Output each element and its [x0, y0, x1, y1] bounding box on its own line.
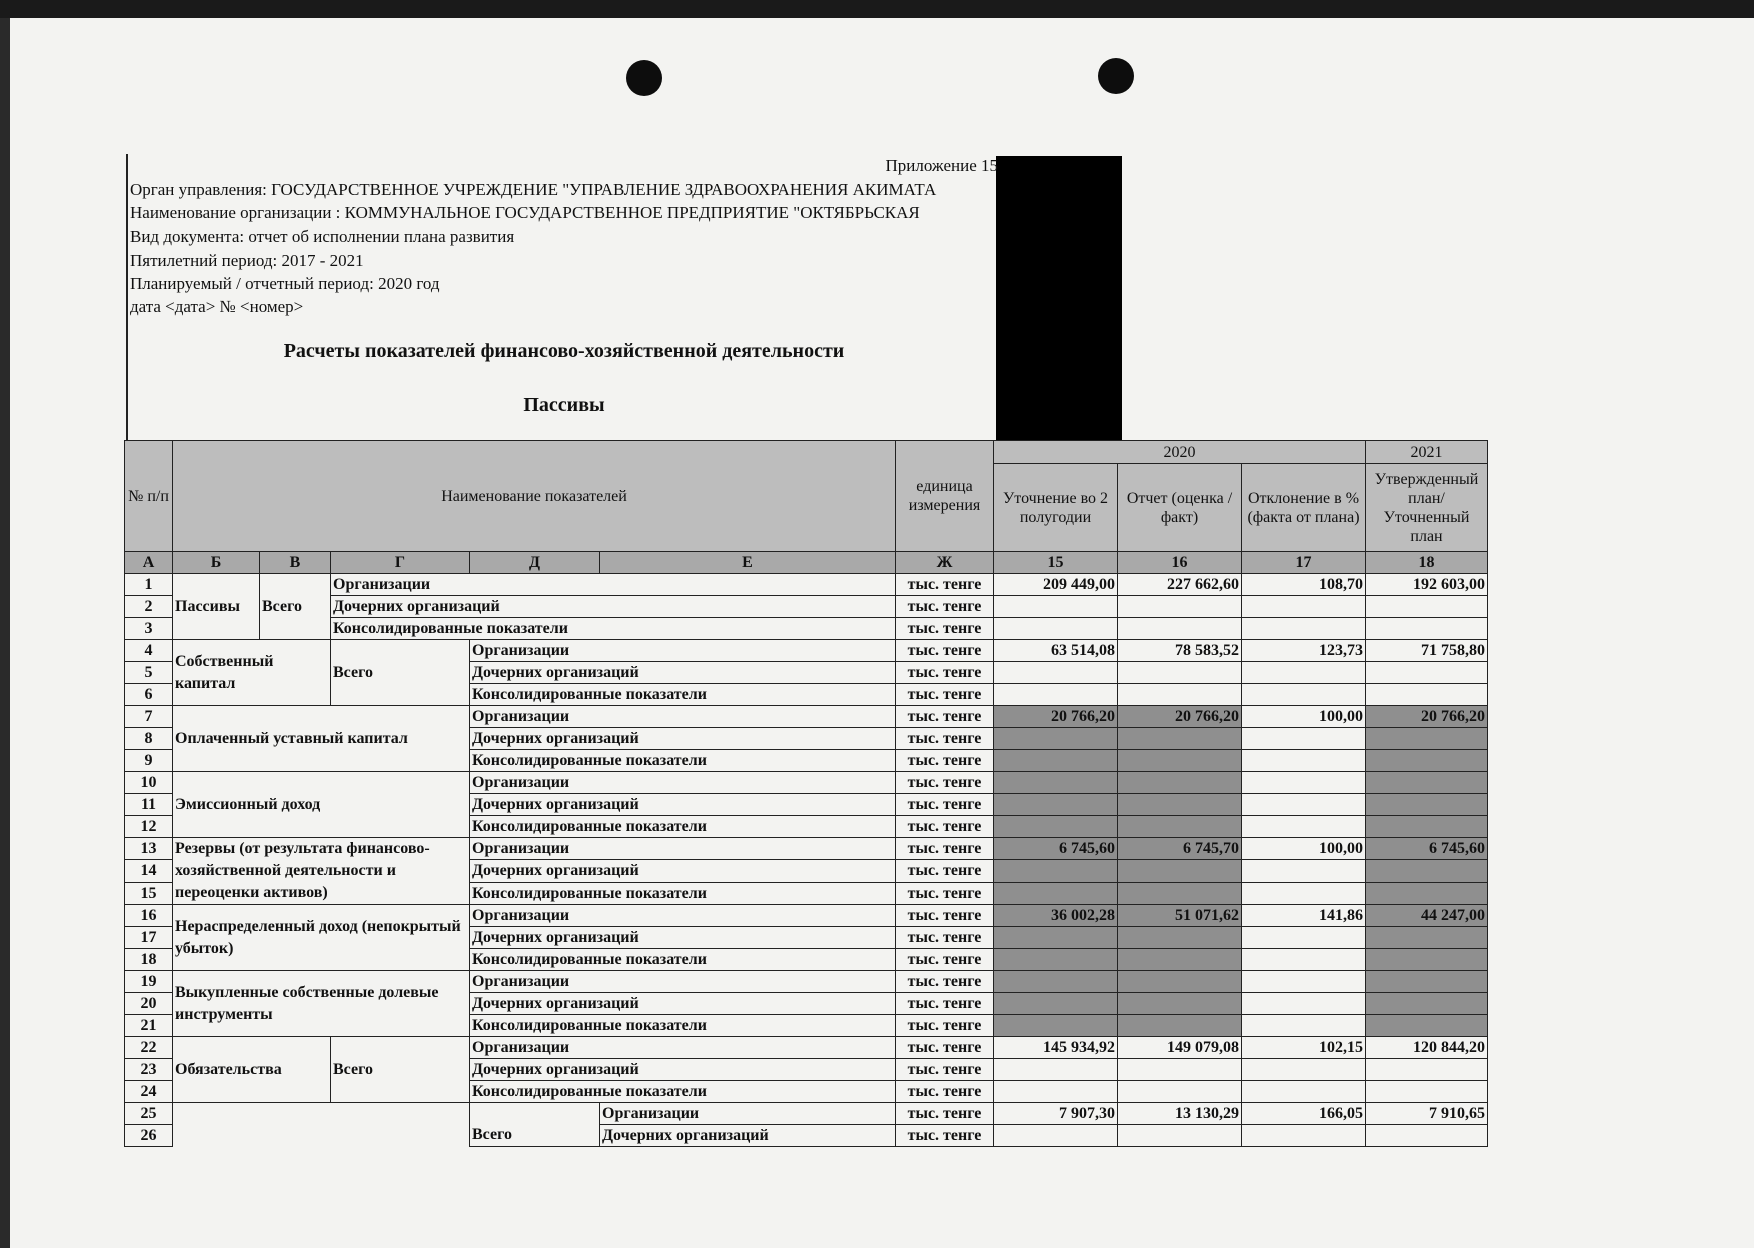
value-col16: 6 745,70: [1118, 838, 1242, 860]
value-col16: 13 130,29: [1118, 1103, 1242, 1125]
value-col16: [1118, 971, 1242, 993]
header-col-18: Утвержденный план/Уточненный план: [1366, 464, 1488, 552]
indicator-name: Консолидированные показатели: [470, 750, 896, 772]
unit-cell: тыс. тенге: [896, 1125, 994, 1147]
indicator-name: Консолидированные показатели: [470, 816, 896, 838]
unit-cell: тыс. тенге: [896, 706, 994, 728]
value-col18: [1366, 1125, 1488, 1147]
value-col16: [1118, 993, 1242, 1015]
value-col17: [1242, 949, 1366, 971]
document-header: [126, 154, 1000, 440]
unit-cell: тыс. тенге: [896, 728, 994, 750]
value-col15: [994, 882, 1118, 904]
indicator-name: Дочерних организаций: [470, 794, 896, 816]
value-col18: [1366, 750, 1488, 772]
value-col15: [994, 1059, 1118, 1081]
value-col16: [1118, 1059, 1242, 1081]
value-col15: [994, 971, 1118, 993]
letter-16: 16: [1118, 552, 1242, 574]
unit-cell: тыс. тенге: [896, 1015, 994, 1037]
indicator-name: Консолидированные показатели: [470, 684, 896, 706]
row-number: 19: [125, 971, 173, 993]
value-col15: 36 002,28: [994, 905, 1118, 927]
indicator-name: Консолидированные показатели: [470, 1015, 896, 1037]
value-col15: 20 766,20: [994, 706, 1118, 728]
header-col-15: Уточнение во 2 полугодии: [994, 464, 1118, 552]
value-col18: 71 758,80: [1366, 640, 1488, 662]
value-col15: [994, 816, 1118, 838]
table-row: [125, 905, 1488, 927]
value-col17: [1242, 860, 1366, 882]
scanner-top-edge: [0, 0, 1754, 18]
row-number: 4: [125, 640, 173, 662]
value-col15: 6 745,60: [994, 838, 1118, 860]
value-col18: [1366, 772, 1488, 794]
row-number: 20: [125, 993, 173, 1015]
value-col17: [1242, 618, 1366, 640]
row-number: 15: [125, 882, 173, 904]
value-col16: [1118, 662, 1242, 684]
row-number: 24: [125, 1081, 173, 1103]
letter-v: В: [260, 552, 331, 574]
value-col17: [1242, 1015, 1366, 1037]
value-col17: [1242, 750, 1366, 772]
indicator-name: Консолидированные показатели: [470, 1081, 896, 1103]
indicator-name: Дочерних организаций: [331, 596, 896, 618]
value-col15: [994, 618, 1118, 640]
indicator-name: Организации: [470, 640, 896, 662]
indicator-name: Организации: [331, 574, 896, 596]
row-number: 1: [125, 574, 173, 596]
unit-cell: тыс. тенге: [896, 905, 994, 927]
header-line-reporting: Планируемый / отчетный период: 2020 год: [130, 274, 440, 293]
value-col18: 6 745,60: [1366, 838, 1488, 860]
appendix-label: Приложение 15: [885, 156, 998, 175]
row-number: 8: [125, 728, 173, 750]
value-col15: [994, 772, 1118, 794]
header-year-2021: 2021: [1366, 441, 1488, 464]
value-col16: 20 766,20: [1118, 706, 1242, 728]
row-number: 25: [125, 1103, 173, 1125]
header-num: № п/п: [125, 441, 173, 552]
header-indicator-name: Наименование показателей: [173, 441, 896, 552]
group-sublabel: Всего: [260, 574, 331, 640]
row-number: 7: [125, 706, 173, 728]
unit-cell: тыс. тенге: [896, 971, 994, 993]
value-col17: 102,15: [1242, 1037, 1366, 1059]
value-col15: [994, 728, 1118, 750]
value-col15: [994, 949, 1118, 971]
indicator-name: Организации: [470, 772, 896, 794]
unit-cell: тыс. тенге: [896, 927, 994, 949]
indicator-name: Дочерних организаций: [470, 860, 896, 882]
value-col18: [1366, 618, 1488, 640]
indicator-name: Дочерних организаций: [600, 1125, 896, 1147]
value-col15: [994, 1125, 1118, 1147]
value-col17: 123,73: [1242, 640, 1366, 662]
unit-cell: тыс. тенге: [896, 993, 994, 1015]
row-number: 9: [125, 750, 173, 772]
value-col15: 7 907,30: [994, 1103, 1118, 1125]
indicator-name: Дочерних организаций: [470, 927, 896, 949]
value-col17: [1242, 1059, 1366, 1081]
letter-d: Д: [470, 552, 600, 574]
group-label: Эмиссионный доход: [173, 772, 470, 838]
unit-cell: тыс. тенге: [896, 618, 994, 640]
row-number: 23: [125, 1059, 173, 1081]
value-col16: [1118, 684, 1242, 706]
unit-cell: тыс. тенге: [896, 949, 994, 971]
group-label-empty: [173, 1103, 470, 1147]
value-col18: [1366, 1059, 1488, 1081]
table-row: [125, 772, 1488, 794]
row-number: 18: [125, 949, 173, 971]
value-col15: 63 514,08: [994, 640, 1118, 662]
row-number: 5: [125, 662, 173, 684]
group-sublabel: Всего: [331, 640, 470, 706]
letter-e: Е: [600, 552, 896, 574]
value-col16: 51 071,62: [1118, 905, 1242, 927]
indicator-name: Дочерних организаций: [470, 1059, 896, 1081]
header-unit: единица измерения: [896, 441, 994, 552]
group-label: Оплаченный уставный капитал: [173, 706, 470, 772]
value-col16: [1118, 1081, 1242, 1103]
unit-cell: тыс. тенге: [896, 1037, 994, 1059]
indicator-name: Организации: [470, 971, 896, 993]
header-col-17: Отклонение в % (факта от плана): [1242, 464, 1366, 552]
value-col15: [994, 1015, 1118, 1037]
indicator-name: Дочерних организаций: [470, 728, 896, 750]
unit-cell: тыс. тенге: [896, 684, 994, 706]
value-col18: [1366, 1081, 1488, 1103]
value-col15: [994, 596, 1118, 618]
unit-cell: тыс. тенге: [896, 1059, 994, 1081]
value-col18: [1366, 816, 1488, 838]
value-col15: [994, 993, 1118, 1015]
indicator-name: Организации: [470, 838, 896, 860]
row-number: 12: [125, 816, 173, 838]
value-col15: 209 449,00: [994, 574, 1118, 596]
letter-15: 15: [994, 552, 1118, 574]
value-col16: [1118, 618, 1242, 640]
unit-cell: тыс. тенге: [896, 860, 994, 882]
header-year-2020: 2020: [994, 441, 1366, 464]
value-col18: [1366, 728, 1488, 750]
value-col17: [1242, 927, 1366, 949]
header-line-authority: Орган управления: ГОСУДАРСТВЕННОЕ УЧРЕЖДЕНИЕ "УПРАВЛЕНИЕ ЗДРАВООХРАНЕНИЯ АКИМАТА: [130, 180, 937, 199]
row-number: 11: [125, 794, 173, 816]
letter-18: 18: [1366, 552, 1488, 574]
value-col18: [1366, 971, 1488, 993]
group-label: Резервы (от результата финансово-хозяйственной деятельности и переоценки активов): [173, 838, 470, 905]
value-col16: [1118, 728, 1242, 750]
unit-cell: тыс. тенге: [896, 794, 994, 816]
value-col17: [1242, 772, 1366, 794]
indicator-name: Организации: [600, 1103, 896, 1125]
header-col-16: Отчет (оценка / факт): [1118, 464, 1242, 552]
value-col17: [1242, 1081, 1366, 1103]
value-col17: [1242, 596, 1366, 618]
value-col15: 145 934,92: [994, 1037, 1118, 1059]
table-row: [125, 971, 1488, 993]
indicator-name: Консолидированные показатели: [470, 882, 896, 904]
table-row: [125, 1103, 1488, 1125]
row-number: 10: [125, 772, 173, 794]
group-sublabel: Всего: [470, 1103, 600, 1147]
value-col15: [994, 1081, 1118, 1103]
row-number: 6: [125, 684, 173, 706]
row-number: 14: [125, 860, 173, 882]
letter-a: А: [125, 552, 173, 574]
row-number: 26: [125, 1125, 173, 1147]
value-col16: [1118, 772, 1242, 794]
value-col18: [1366, 794, 1488, 816]
value-col17: [1242, 662, 1366, 684]
unit-cell: тыс. тенге: [896, 772, 994, 794]
value-col18: [1366, 596, 1488, 618]
value-col15: [994, 662, 1118, 684]
value-col15: [994, 927, 1118, 949]
row-number: 21: [125, 1015, 173, 1037]
value-col18: [1366, 860, 1488, 882]
value-col15: [994, 750, 1118, 772]
letter-g: Г: [331, 552, 470, 574]
row-number: 13: [125, 838, 173, 860]
value-col18: [1366, 993, 1488, 1015]
value-col17: [1242, 993, 1366, 1015]
header-line-date: дата <дата> № <номер>: [130, 297, 304, 316]
value-col17: 100,00: [1242, 706, 1366, 728]
value-col18: 20 766,20: [1366, 706, 1488, 728]
value-col18: [1366, 662, 1488, 684]
indicator-name: Консолидированные показатели: [470, 949, 896, 971]
unit-cell: тыс. тенге: [896, 816, 994, 838]
value-col15: [994, 860, 1118, 882]
indicator-name: Организации: [470, 905, 896, 927]
unit-cell: тыс. тенге: [896, 882, 994, 904]
table-row: [125, 1037, 1488, 1059]
value-col18: [1366, 882, 1488, 904]
value-col15: [994, 794, 1118, 816]
value-col16: [1118, 927, 1242, 949]
group-label: Собственный капитал: [173, 640, 331, 706]
value-col17: 100,00: [1242, 838, 1366, 860]
letter-17: 17: [1242, 552, 1366, 574]
row-number: 17: [125, 927, 173, 949]
value-col17: [1242, 684, 1366, 706]
value-col17: 108,70: [1242, 574, 1366, 596]
unit-cell: тыс. тенге: [896, 574, 994, 596]
value-col18: 192 603,00: [1366, 574, 1488, 596]
punch-hole-left: [626, 60, 662, 96]
letter-zh: Ж: [896, 552, 994, 574]
group-label: Выкупленные собственные долевые инструменты: [173, 971, 470, 1037]
value-col16: [1118, 750, 1242, 772]
value-col18: [1366, 927, 1488, 949]
value-col18: 120 844,20: [1366, 1037, 1488, 1059]
table-row: [125, 706, 1488, 728]
indicator-name: Консолидированные показатели: [331, 618, 896, 640]
value-col16: 227 662,60: [1118, 574, 1242, 596]
indicator-name: Дочерних организаций: [470, 993, 896, 1015]
header-line-period: Пятилетний период: 2017 - 2021: [130, 251, 364, 270]
value-col18: [1366, 949, 1488, 971]
value-col17: [1242, 882, 1366, 904]
header-line-organization: Наименование организации : КОММУНАЛЬНОЕ ГОСУДАРСТВЕННОЕ ПРЕДПРИЯТИЕ "ОКТЯБРЬСКАЯ: [130, 203, 920, 222]
letter-b: Б: [173, 552, 260, 574]
value-col16: [1118, 596, 1242, 618]
value-col17: [1242, 1125, 1366, 1147]
unit-cell: тыс. тенге: [896, 662, 994, 684]
row-number: 16: [125, 905, 173, 927]
redaction-block: [996, 156, 1122, 440]
value-col17: 166,05: [1242, 1103, 1366, 1125]
value-col18: [1366, 1015, 1488, 1037]
indicator-name: Дочерних организаций: [470, 662, 896, 684]
value-col17: 141,86: [1242, 905, 1366, 927]
unit-cell: тыс. тенге: [896, 1103, 994, 1125]
document-title: Расчеты показателей финансово-хозяйственной деятельности: [283, 340, 845, 362]
value-col16: [1118, 949, 1242, 971]
punch-hole-right: [1098, 58, 1134, 94]
value-col16: 149 079,08: [1118, 1037, 1242, 1059]
table-row: [125, 640, 1488, 662]
value-col16: [1118, 882, 1242, 904]
indicator-name: Организации: [470, 1037, 896, 1059]
value-col18: 7 910,65: [1366, 1103, 1488, 1125]
value-col16: 78 583,52: [1118, 640, 1242, 662]
row-number: 22: [125, 1037, 173, 1059]
unit-cell: тыс. тенге: [896, 596, 994, 618]
table-row: [125, 838, 1488, 860]
value-col17: [1242, 794, 1366, 816]
group-label: Пассивы: [173, 574, 260, 640]
value-col15: [994, 684, 1118, 706]
value-col16: [1118, 1125, 1242, 1147]
header-line-doctype: Вид документа: отчет об исполнении плана развития: [130, 227, 515, 246]
value-col16: [1118, 860, 1242, 882]
document-subtitle: Пассивы: [523, 394, 605, 416]
unit-cell: тыс. тенге: [896, 838, 994, 860]
unit-cell: тыс. тенге: [896, 750, 994, 772]
value-col17: [1242, 971, 1366, 993]
group-sublabel: Всего: [331, 1037, 470, 1103]
unit-cell: тыс. тенге: [896, 640, 994, 662]
row-number: 2: [125, 596, 173, 618]
value-col17: [1242, 816, 1366, 838]
value-col16: [1118, 794, 1242, 816]
value-col16: [1118, 1015, 1242, 1037]
unit-cell: тыс. тенге: [896, 1081, 994, 1103]
value-col18: [1366, 684, 1488, 706]
group-label: Нераспределенный доход (непокрытый убыток): [173, 905, 470, 971]
value-col17: [1242, 728, 1366, 750]
value-col18: 44 247,00: [1366, 905, 1488, 927]
row-number: 3: [125, 618, 173, 640]
table-row: [125, 574, 1488, 596]
value-col16: [1118, 816, 1242, 838]
group-label: Обязательства: [173, 1037, 331, 1103]
indicator-name: Организации: [470, 706, 896, 728]
liabilities-table: [124, 440, 1488, 1147]
